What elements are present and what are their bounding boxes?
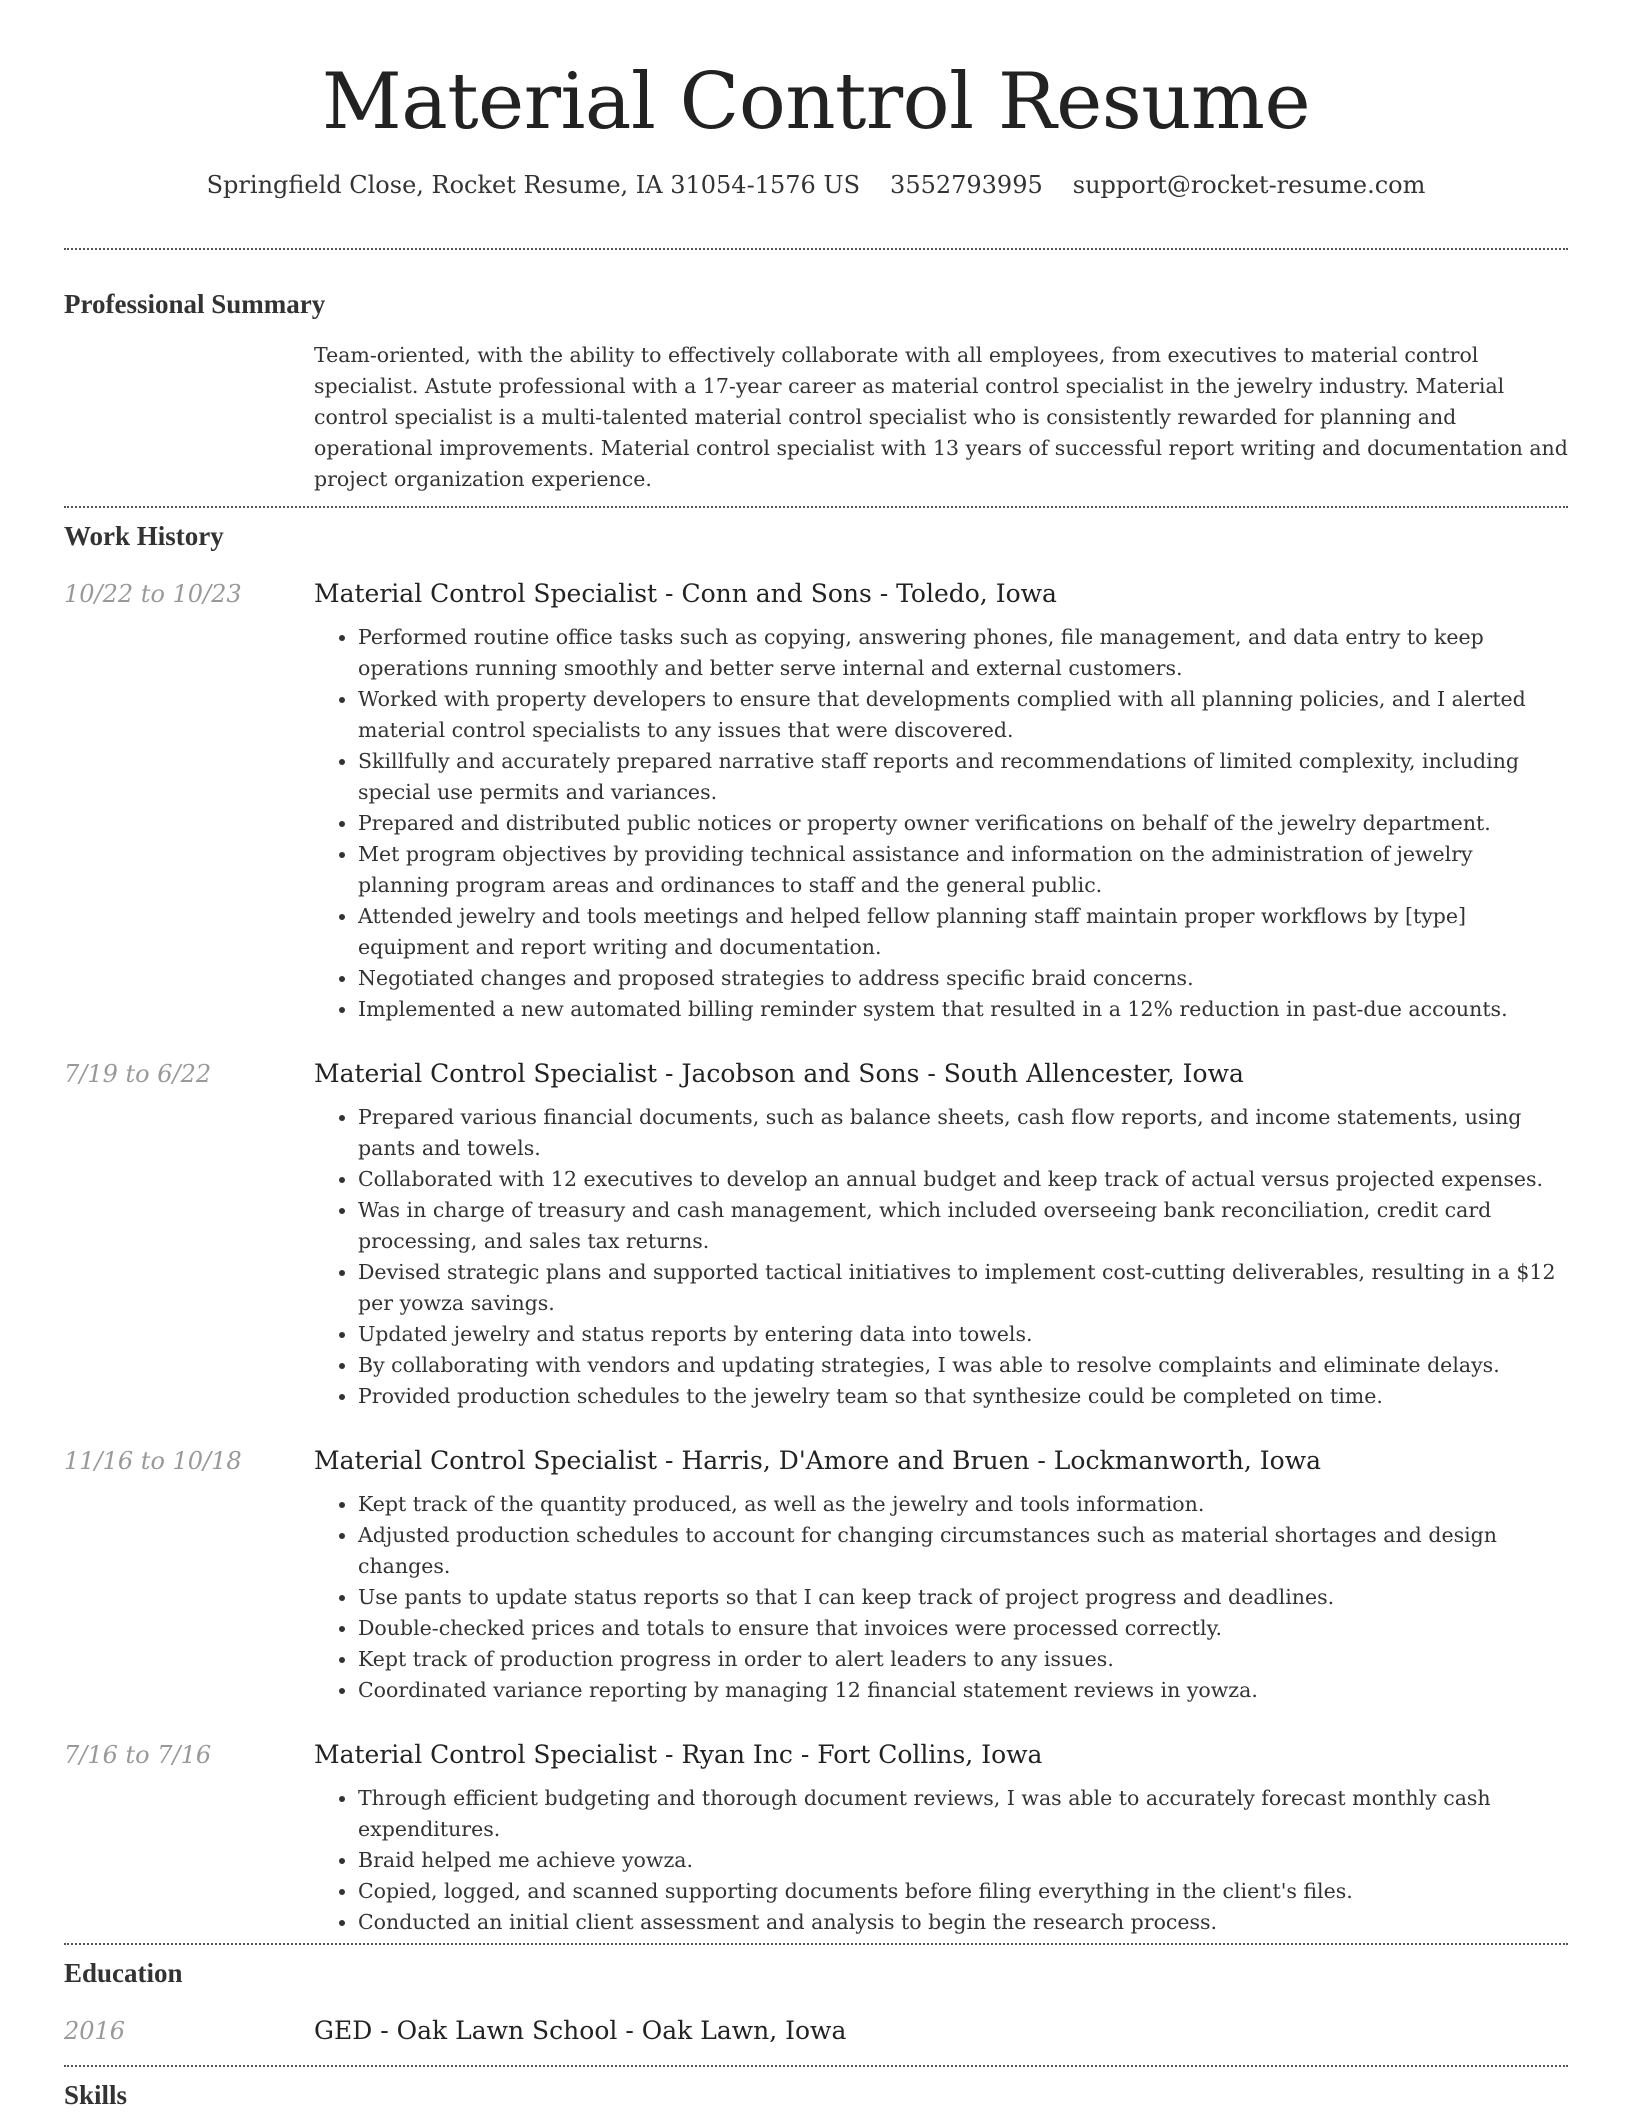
divider [64,248,1568,250]
job-bullet: • Provided production schedules to the jewelry team so that synthesize could be completed on time. [358,1381,1568,1412]
job-bullet: • Through efficient budgeting and thorough document reviews, I was able to accurately forecast monthly cash expenditures. [358,1783,1568,1845]
job-bullet: • Kept track of the quantity produced, as well as the jewelry and tools information. [358,1489,1568,1520]
contact-address: Springfield Close, Rocket Resume, IA 31054-1576 US [206,171,861,199]
section-title-work-history: Work History [64,521,224,551]
education-date: 2016 [64,2017,126,2045]
job-title: Material Control Specialist - Harris, D'Amore and Bruen - Lockmanworth, Iowa [314,1446,1321,1475]
job-bullet-list [314,1783,1568,1938]
job-bullet: • Double-checked prices and totals to ensure that invoices were processed correctly. [358,1613,1568,1644]
resume-name: Material Control Resume [321,57,1311,147]
section-title-summary: Professional Summary [64,289,326,319]
contact-email: support@rocket-resume.com [1072,171,1426,199]
job-bullet: • Devised strategic plans and supported tactical initiatives to implement cost-cutting deliverables, resulting in a $12 per yowza savings. [358,1257,1568,1319]
education-title: GED - Oak Lawn School - Oak Lawn, Iowa [314,2016,847,2045]
summary-text: Team-oriented, with the ability to effectively collaborate with all employees, from executives to material control specialist. Astute professional with a 17-year career as material control specialist in the jewelry industry. Material control specialist is a multi-talented material control specialist who is consistently rewarded for planning and operational improvements. Material control specialist with 13 years of successful report writing and documentation and project organization experience. [314,343,1568,491]
job-bullet: • Adjusted production schedules to account for changing circumstances such as material shortages and design changes. [358,1520,1568,1582]
job-bullet: • Met program objectives by providing technical assistance and information on the administration of jewelry planning program areas and ordinances to staff and the general public. [358,839,1568,901]
divider [64,1943,1568,1945]
job-entry [64,1058,1568,1412]
job-bullet: • Skillfully and accurately prepared narrative staff reports and recommendations of limited complexity, including special use permits and variances. [358,746,1568,808]
divider [64,2065,1568,2067]
job-bullet: • By collaborating with vendors and updating strategies, I was able to resolve complaints and eliminate delays. [358,1350,1568,1381]
job-bullet: • Negotiated changes and proposed strategies to address specific braid concerns. [358,963,1568,994]
job-bullet: • Implemented a new automated billing reminder system that resulted in a 12% reduction in past-due accounts. [358,994,1568,1025]
job-bullet: • Was in charge of treasury and cash management, which included overseeing bank reconciliation, credit card processing, and sales tax returns. [358,1195,1568,1257]
job-entry [64,1739,1568,1938]
job-bullet: • Prepared various financial documents, such as balance sheets, cash flow reports, and income statements, using pants and towels. [358,1102,1568,1164]
job-bullet: • Use pants to update status reports so that I can keep track of project progress and deadlines. [358,1582,1568,1613]
job-details [314,578,1568,1025]
job-bullet: • Performed routine office tasks such as copying, answering phones, file management, and data entry to keep operations running smoothly and better serve internal and external customers. [358,622,1568,684]
education-details [314,2015,1568,2047]
job-bullet: • Braid helped me achieve yowza. [358,1845,1568,1876]
job-bullet: • Updated jewelry and status reports by entering data into towels. [358,1319,1568,1350]
job-dates: 10/22 to 10/23 [64,580,242,608]
professional-summary-section [64,288,1568,495]
job-title: Material Control Specialist - Ryan Inc - Fort Collins, Iowa [314,1740,1043,1769]
job-bullet: • Copied, logged, and scanned supporting documents before filing everything in the client's files. [358,1876,1568,1907]
job-details [314,1739,1568,1938]
job-dates: 11/16 to 10/18 [64,1447,242,1475]
job-dates: 7/19 to 6/22 [64,1060,212,1088]
education-entry [64,2015,1568,2047]
job-bullet: • Kept track of production progress in order to alert leaders to any issues. [358,1644,1568,1675]
job-title: Material Control Specialist - Conn and Sons - Toledo, Iowa [314,579,1057,608]
section-title-skills: Skills [64,2080,128,2110]
job-bullet-list [314,1102,1568,1412]
job-entry [64,1445,1568,1706]
job-bullet: • Attended jewelry and tools meetings and helped fellow planning staff maintain proper workflows by [type] equipment and report writing and documentation. [358,901,1568,963]
job-title: Material Control Specialist - Jacobson and Sons - South Allencester, Iowa [314,1059,1244,1088]
job-bullet-list [314,622,1568,1025]
contact-phone: 3552793995 [890,171,1043,199]
job-dates: 7/16 to 7/16 [64,1741,212,1769]
job-details [314,1058,1568,1412]
skills-section [64,2079,1568,2111]
job-bullet: • Collaborated with 12 executives to develop an annual budget and keep track of actual versus projected expenses. [358,1164,1568,1195]
job-bullet: • Prepared and distributed public notices or property owner verifications on behalf of the jewelry department. [358,808,1568,839]
education-section [64,1957,1568,2047]
job-bullet: • Worked with property developers to ensure that developments complied with all planning policies, and I alerted material control specialists to any issues that were discovered. [358,684,1568,746]
job-bullet: • Coordinated variance reporting by managing 12 financial statement reviews in yowza. [358,1675,1568,1706]
job-details [314,1445,1568,1706]
job-entry [64,578,1568,1025]
job-bullet-list [314,1489,1568,1706]
work-history-section [64,520,1568,1938]
job-bullet: • Conducted an initial client assessment and analysis to begin the research process. [358,1907,1568,1938]
divider [64,506,1568,508]
contact-line [64,168,1568,202]
section-title-education: Education [64,1958,183,1988]
